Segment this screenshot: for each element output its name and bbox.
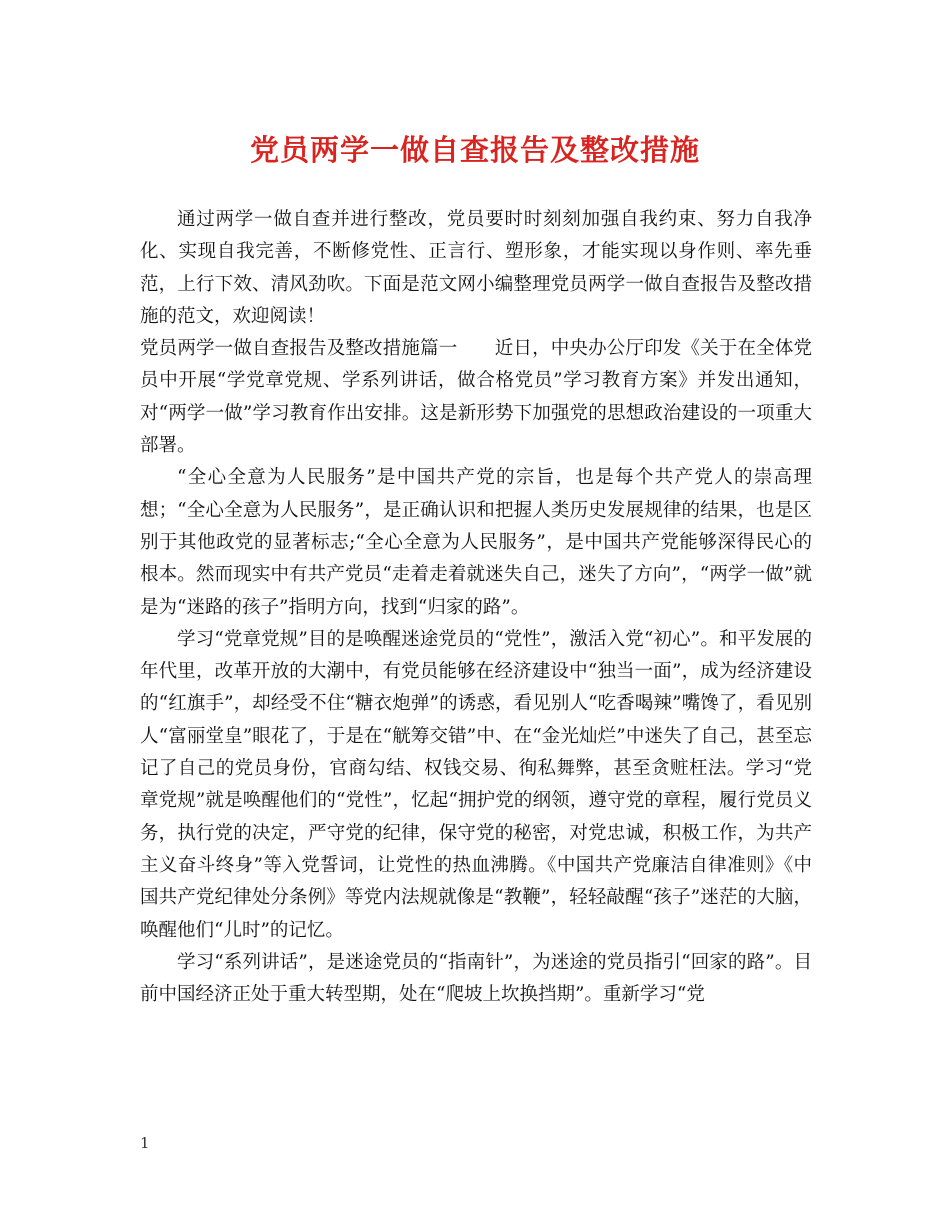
document-body: [140, 204, 812, 1011]
paragraph-intro: 通过两学一做自查并进行整改，党员要时时刻刻加强自我约束、努力自我净化、实现自我完善，不断修党性、正言行、塑形象，才能实现以身作则、率先垂范，上行下效、清风劲吹。下面是范文网小编整理党员两学一做自查报告及整改措施的范文，欢迎阅读！: [140, 209, 812, 327]
page-number: 1: [140, 1134, 150, 1152]
document-title: 党员两学一做自查报告及整改措施: [249, 133, 700, 167]
paragraph-speeches: 学习“系列讲话”，是迷途党员的“指南针”，为迷途的党员指引“回家的路”。目前中国经济正处于重大转型期，处在“爬坡上坎换挡期”。重新学习“党: [140, 951, 812, 1006]
paragraph-serve-people: “全心全意为人民服务”是中国共产党的宗旨，也是每个共产党人的崇高理想；“全心全意为人民服务”，是正确认识和把握人类历史发展规律的结果，也是区别于其他政党的显著标志;“全心全意为人民服务”，是中国共产党能够深得民心的根本。然而现实中有共产党员“走着走着就迷失自己，迷失了方向”，“两学一做”就是为“迷路的孩子”指明方向，找到“归家的路”。: [140, 467, 812, 618]
paragraph-section-one: 党员两学一做自查报告及整改措施篇一 近日，中央办公厅印发《关于在全体党员中开展“学党章党规、学系列讲话，做合格党员”学习教育方案》并发出通知，对“两学一做”学习教育作出安排。这是新形势下加强党的思想政治建设的一项重大部署。: [140, 338, 812, 457]
paragraph-party-rules: 学习“党章党规”目的是唤醒迷途党员的“党性”，激活入党“初心”。和平发展的年代里，改革开放的大潮中，有党员能够在经济建设中“独当一面”，成为经济建设的“红旗手”，却经受不住“糖衣炮弹”的诱惑，看见别人“吃香喝辣”嘴馋了，看见别人“富丽堂皇”眼花了，于是在“觥筹交错”中、在“金光灿烂”中迷失了自己，甚至忘记了自己的党员身份，官商勾结、权钱交易、徇私舞弊，甚至贪赃枉法。学习“党章党规”就是唤醒他们的“党性”，忆起“拥护党的纲领，遵守党的章程，履行党员义务，执行党的决定，严守党的纪律，保守党的秘密，对党忠诚，积极工作，为共产主义奋斗终身”等入党誓词，让党性的热血沸腾。《中国共产党廉洁自律准则》《中国共产党纪律处分条例》等党内法规就像是“教鞭”，轻轻敲醒“孩子”迷茫的大脑，唤醒他们“儿时”的记忆。: [140, 628, 812, 941]
